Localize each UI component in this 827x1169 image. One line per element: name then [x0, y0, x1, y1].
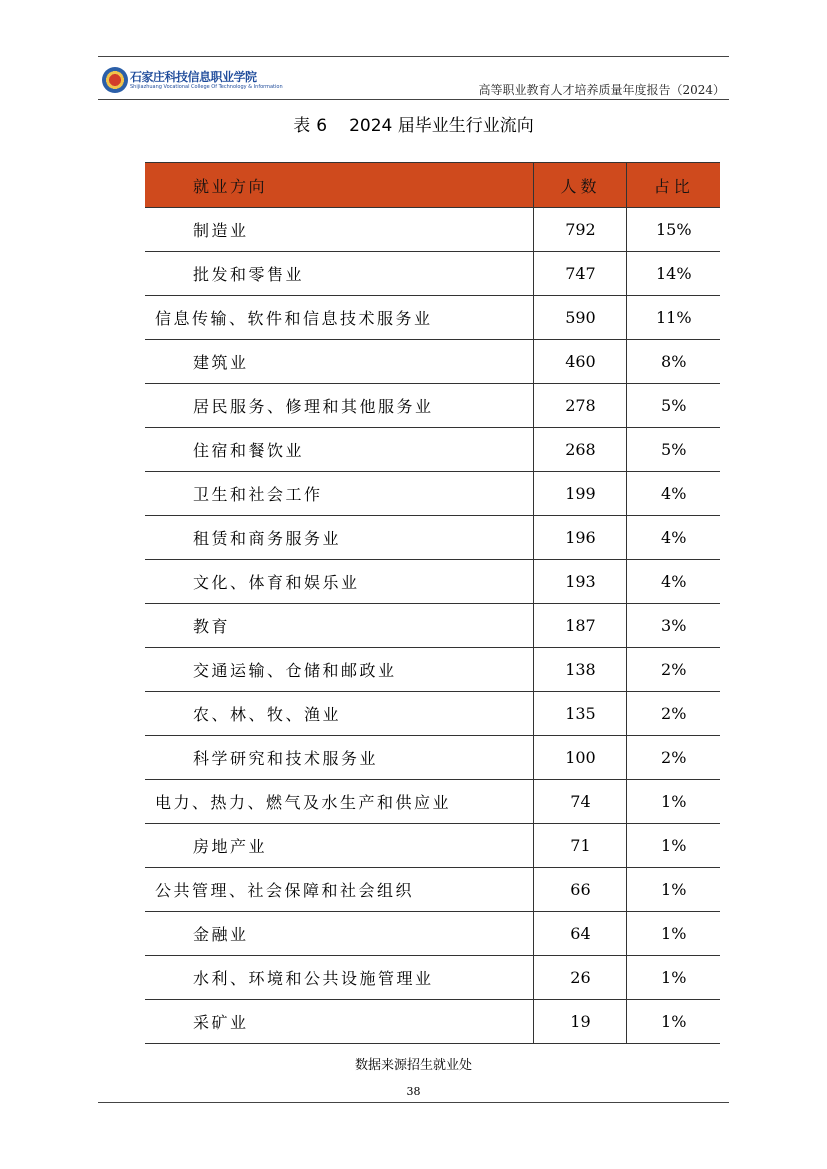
percent-cell: 1% [627, 868, 720, 912]
count-cell: 135 [534, 692, 627, 736]
count-cell: 199 [534, 472, 627, 516]
footer-divider [98, 1102, 729, 1103]
percent-cell: 2% [627, 692, 720, 736]
percent-cell: 2% [627, 736, 720, 780]
table-row [145, 384, 720, 428]
industry-cell: 卫生和社会工作 [145, 472, 534, 516]
industry-cell: 房地产业 [145, 824, 534, 868]
industry-cell: 信息传输、软件和信息技术服务业 [145, 296, 534, 340]
percent-cell: 1% [627, 912, 720, 956]
industry-cell: 租赁和商务服务业 [145, 516, 534, 560]
percent-cell: 2% [627, 648, 720, 692]
table-row [145, 736, 720, 780]
percent-cell: 14% [627, 252, 720, 296]
table-row [145, 648, 720, 692]
industry-cell: 批发和零售业 [145, 252, 534, 296]
industry-cell: 电力、热力、燃气及水生产和供应业 [145, 780, 534, 824]
count-cell: 278 [534, 384, 627, 428]
table-row [145, 472, 720, 516]
caption-number: 6 [316, 116, 328, 136]
industry-cell: 水利、环境和公共设施管理业 [145, 956, 534, 1000]
count-cell: 590 [534, 296, 627, 340]
percent-cell: 4% [627, 472, 720, 516]
report-title: 高等职业教育人才培养质量年度报告（2024） [478, 83, 725, 97]
college-logo [102, 67, 283, 97]
industry-cell: 住宿和餐饮业 [145, 428, 534, 472]
page-header [98, 56, 729, 100]
count-cell: 26 [534, 956, 627, 1000]
industry-cell: 文化、体育和娱乐业 [145, 560, 534, 604]
industry-cell: 交通运输、仓储和邮政业 [145, 648, 534, 692]
table-row [145, 912, 720, 956]
count-cell: 196 [534, 516, 627, 560]
industry-table [145, 162, 720, 1044]
table-row [145, 516, 720, 560]
industry-cell: 建筑业 [145, 340, 534, 384]
table-row [145, 252, 720, 296]
percent-cell: 5% [627, 428, 720, 472]
industry-cell: 农、林、牧、渔业 [145, 692, 534, 736]
table-row [145, 956, 720, 1000]
industry-cell: 采矿业 [145, 1000, 534, 1044]
count-cell: 19 [534, 1000, 627, 1044]
table-row [145, 824, 720, 868]
percent-cell: 1% [627, 1000, 720, 1044]
count-cell: 747 [534, 252, 627, 296]
count-cell: 64 [534, 912, 627, 956]
college-emblem-icon [102, 67, 128, 93]
count-cell: 100 [534, 736, 627, 780]
count-cell: 138 [534, 648, 627, 692]
college-name: 石家庄科技信息职业学院 [130, 70, 257, 84]
table-caption [0, 111, 827, 136]
table-row [145, 604, 720, 648]
percent-cell: 1% [627, 824, 720, 868]
percent-cell: 1% [627, 780, 720, 824]
table-header-row [145, 163, 720, 208]
percent-cell: 5% [627, 384, 720, 428]
table-row [145, 1000, 720, 1044]
table-row [145, 208, 720, 252]
header-count: 人数 [534, 163, 627, 208]
industry-cell: 金融业 [145, 912, 534, 956]
page-number: 38 [406, 1085, 421, 1098]
percent-cell: 4% [627, 516, 720, 560]
table-row [145, 868, 720, 912]
source-note: 数据来源招生就业处 [354, 1058, 472, 1073]
count-cell: 187 [534, 604, 627, 648]
caption-label: 表 [293, 116, 311, 136]
table-row [145, 692, 720, 736]
table-row [145, 296, 720, 340]
percent-cell: 11% [627, 296, 720, 340]
table-row [145, 340, 720, 384]
header-percent: 占比 [627, 163, 720, 208]
industry-cell: 制造业 [145, 208, 534, 252]
count-cell: 71 [534, 824, 627, 868]
percent-cell: 8% [627, 340, 720, 384]
industry-cell: 居民服务、修理和其他服务业 [145, 384, 534, 428]
count-cell: 66 [534, 868, 627, 912]
industry-cell: 教育 [145, 604, 534, 648]
caption-title: 2024 届毕业生行业流向 [349, 116, 534, 136]
table-row [145, 428, 720, 472]
header-industry: 就业方向 [145, 163, 534, 208]
percent-cell: 4% [627, 560, 720, 604]
college-name-english: Shijiazhuang Vocational College Of Technology & Information [130, 84, 283, 90]
percent-cell: 15% [627, 208, 720, 252]
industry-cell: 科学研究和技术服务业 [145, 736, 534, 780]
count-cell: 268 [534, 428, 627, 472]
table-row [145, 560, 720, 604]
table-row [145, 780, 720, 824]
industry-cell: 公共管理、社会保障和社会组织 [145, 868, 534, 912]
count-cell: 74 [534, 780, 627, 824]
count-cell: 792 [534, 208, 627, 252]
percent-cell: 1% [627, 956, 720, 1000]
count-cell: 193 [534, 560, 627, 604]
count-cell: 460 [534, 340, 627, 384]
percent-cell: 3% [627, 604, 720, 648]
table-body [145, 208, 720, 1044]
